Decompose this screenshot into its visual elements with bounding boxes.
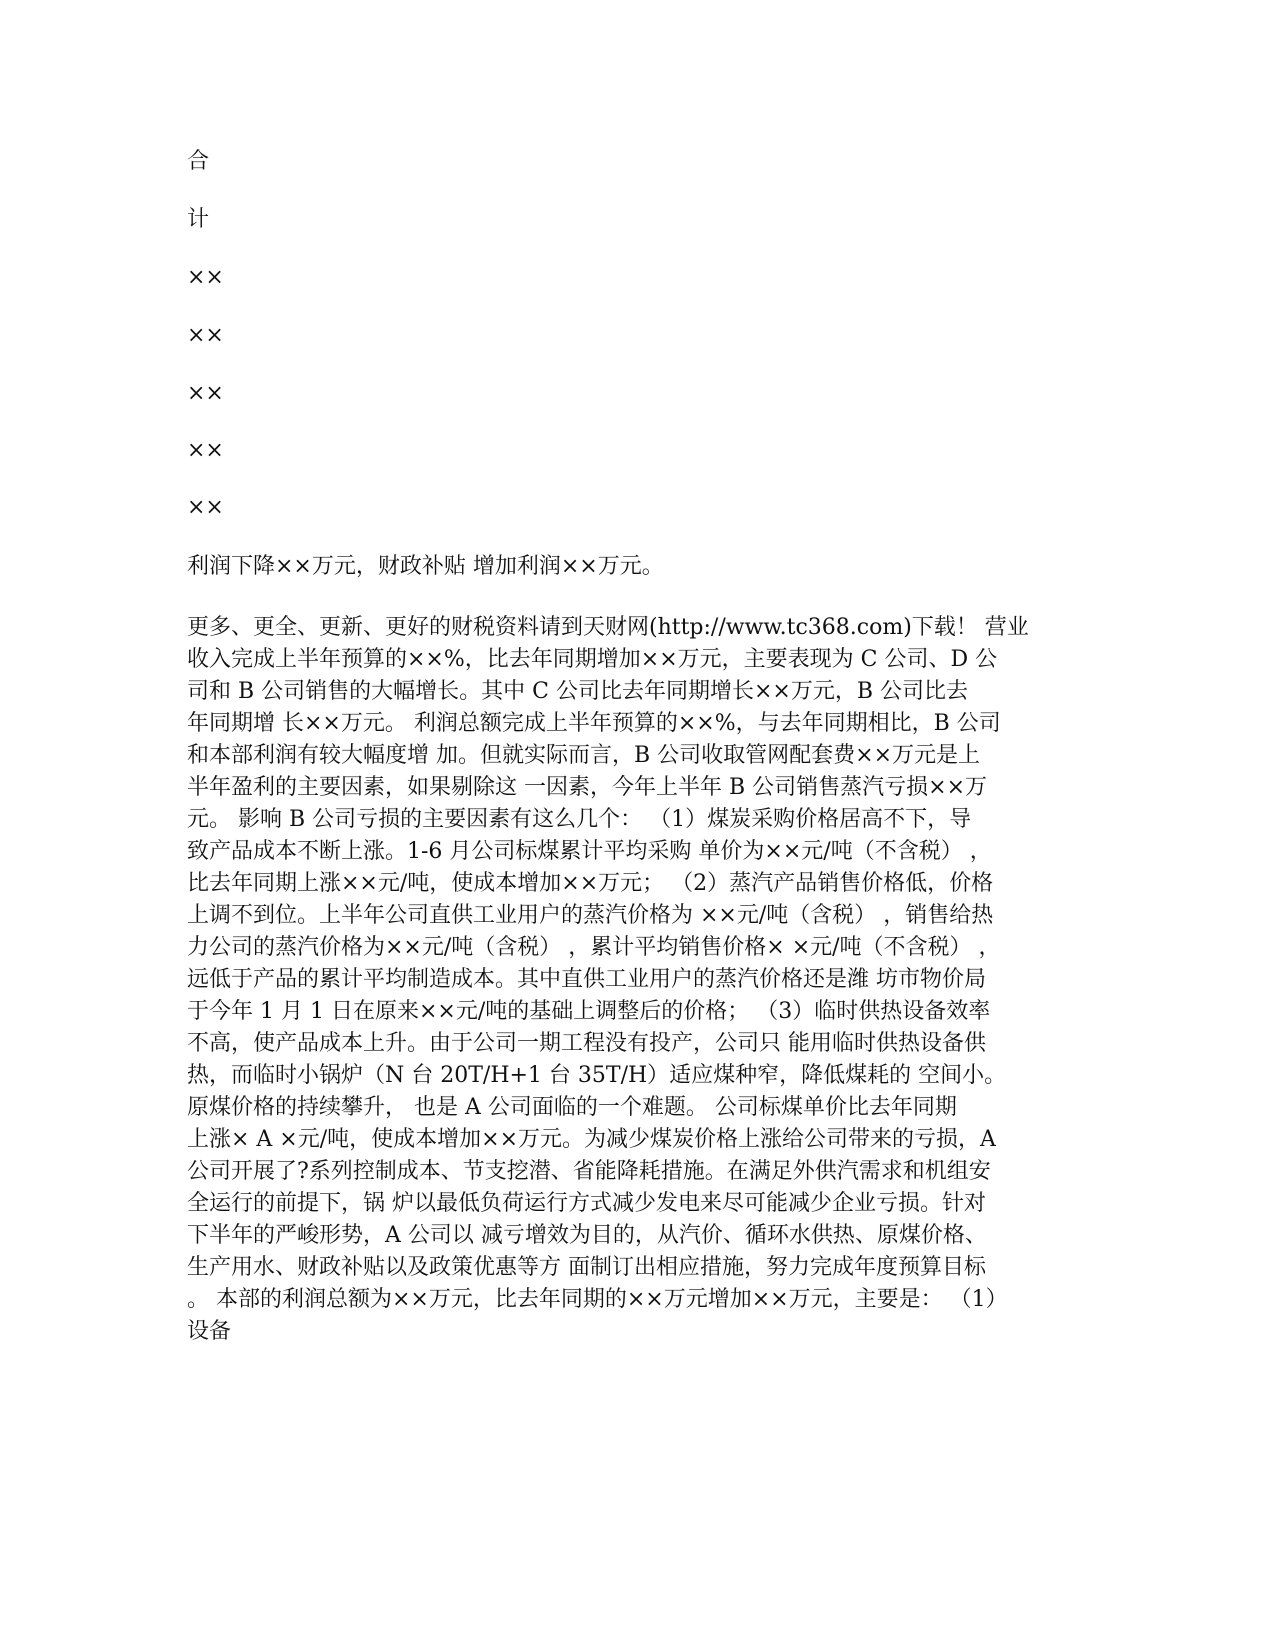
table-cell-value: ×× [187,323,224,348]
paragraph-line: 半年盈利的主要因素，如果剔除这 一因素，今年上半年 B 公司销售蒸汽亏损××万 [187,775,988,800]
paragraph-line: 司和 B 公司销售的大幅增长。其中 C 公司比去年同期增长××万元，B 公司比去 [187,679,969,704]
paragraph-line: 生产用水、财政补贴以及政策优惠等方 面制订出相应措施，努力完成年度预算目标 [187,1255,986,1280]
paragraph-line: 上调不到位。上半年公司直供工业用户的蒸汽价格为 ××元/吨（含税） ，销售给热 [187,903,994,928]
table-cell-value: ×× [187,495,224,520]
paragraph-line: 原煤价格的持续攀升， 也是 A 公司面临的一个难题。 公司标煤单价比去年同期 [187,1095,957,1120]
paragraph-line: 公司开展了?系列控制成本、节支挖潜、省能降耗措施。在满足外供汽需求和机组安 [187,1159,991,1184]
table-cell-value: ×× [187,381,224,406]
paragraph-line: 远低于产品的累计平均制造成本。其中直供工业用户的蒸汽价格还是潍 坊市物价局 [187,967,986,992]
paragraph-line: 。 本部的利润总额为××万元，比去年同期的××万元增加××万元，主要是： （1） [187,1287,1008,1312]
table-cell-ji: 计 [187,207,210,232]
paragraph-line: 比去年同期上涨××元/吨，使成本增加××万元； （2）蒸汽产品销售价格低，价格 [187,871,994,896]
body-paragraph [187,612,1087,1348]
paragraph-line: 不高，使产品成本上升。由于公司一期工程没有投产，公司只 能用临时供热设备供 [187,1031,986,1056]
paragraph-line: 元。 影响 B 公司亏损的主要因素有这么几个： （1）煤炭采购价格居高不下，导 [187,807,972,832]
table-cell-he: 合 [187,149,210,174]
paragraph-line: 致产品成本不断上涨。1-6 月公司标煤累计平均采购 单价为××元/吨（不含税） ， [187,839,992,864]
profit-summary-line: 利润下降××万元，财政补贴 增加利润××万元。 [187,554,664,579]
paragraph-line: 收入完成上半年预算的××%，比去年同期增加××万元，主要表现为 C 公司、D 公 [187,647,998,672]
paragraph-line: 年同期增 长××万元。 利润总额完成上半年预算的××%，与去年同期相比，B 公司 [187,711,1001,736]
paragraph-line: 下半年的严峻形势，A 公司以 减亏增效为目的，从汽价、循环水供热、原煤价格、 [187,1223,987,1248]
table-cell-value: ×× [187,265,224,290]
paragraph-line: 全运行的前提下，锅 炉以最低负荷运行方式减少发电来尽可能减少企业亏损。针对 [187,1191,986,1216]
paragraph-line: 更多、更全、更新、更好的财税资料请到天财网(http://www.tc368.com)下载！ 营业 [187,615,1029,640]
paragraph-line: 设备 [187,1319,232,1344]
paragraph-line: 和本部利润有较大幅度增 加。但就实际而言，B 公司收取管网配套费××万元是上 [187,743,981,768]
table-cell-value: ×× [187,438,224,463]
paragraph-line: 于今年 1 月 1 日在原来××元/吨的基础上调整后的价格； （3）临时供热设备效率 [187,999,991,1024]
paragraph-line: 上涨× A ×元/吨，使成本增加××万元。为减少煤炭价格上涨给公司带来的亏损，A [187,1127,996,1152]
paragraph-line: 热，而临时小锅炉（N 台 20T/H+1 台 35T/H）适应煤种窄，降低煤耗的 空间小。 [187,1063,1007,1088]
paragraph-line: 力公司的蒸汽价格为××元/吨（含税） ，累计平均销售价格× ×元/吨（不含税） ， [187,935,1001,960]
